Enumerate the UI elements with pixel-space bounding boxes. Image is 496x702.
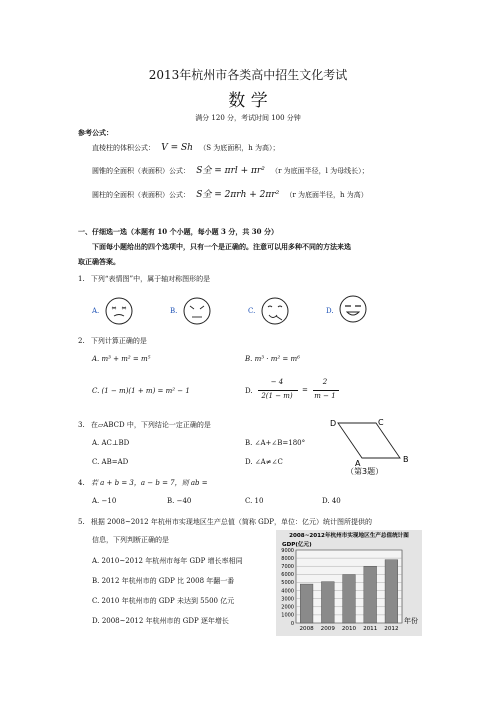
q2-d-frac1-num: − 4 (270, 378, 284, 386)
q5-number: 5. (78, 518, 85, 526)
chart-ytick-label: 0 (290, 620, 294, 627)
q5-option-c: C. 2010 年杭州市的 GDP 未达到 5500 亿元 (92, 597, 235, 605)
q2 (78, 336, 147, 346)
formula-2 (92, 163, 369, 176)
chart-xtick-label: 2011 (363, 626, 378, 632)
fig3-caption: （第3题） (346, 467, 384, 476)
q1-option-c-label: C. (248, 307, 256, 315)
vertex-b-label: B (403, 455, 409, 464)
q2-number: 2. (78, 337, 85, 345)
chart-ytick-label: 5000 (281, 580, 294, 587)
section-instruction-1: 下面每小题给出的四个选项中，只有一个是正确的。注意可以用多种不同的方法来选 (92, 242, 351, 251)
face-a-icon (104, 296, 134, 326)
q2-text: 下列计算正确的是 (90, 337, 147, 345)
q2-option-c: C. (1 − m)(1 + m) = m² − 1 (92, 387, 190, 395)
chart-xtick-label: 2008 (299, 626, 314, 632)
q1-text: 下列“表情图”中，属于轴对称图形的是 (90, 275, 211, 283)
chart-xlabel: 年份 (404, 617, 418, 625)
face-b-icon (182, 296, 212, 326)
q2-d-frac2-den: m − 1 (314, 392, 336, 400)
chart-xtick-label: 2012 (384, 626, 399, 632)
formula-1 (92, 143, 279, 153)
face-c-icon (260, 296, 290, 326)
q2-d-frac1-den: 2(1 − m) (261, 392, 293, 400)
parallelogram-figure (328, 414, 413, 476)
exam-info: 满分 120 分，考试时间 100 分钟 (195, 114, 301, 122)
q1-option-d-label: D. (326, 307, 334, 315)
vertex-c-label: C (378, 418, 384, 427)
q5-option-a: A. 2010~2012 年杭州市每年 GDP 增长率相同 (92, 557, 243, 565)
formula-1-note: （S 为底面积，h 为高）； (199, 144, 280, 152)
chart-xtick-label: 2010 (341, 626, 357, 632)
q2-d-equals: = (302, 386, 308, 394)
chart-ytick-label: 7000 (281, 564, 294, 571)
q1 (78, 274, 210, 284)
q3-option-a: A. AC⊥BD (92, 439, 130, 447)
q1-option-b-label: B. (170, 307, 178, 315)
chart-ytick-label: 1000 (281, 612, 294, 619)
reference-heading: 参考公式： (78, 128, 113, 137)
q4-number: 4. (78, 479, 85, 487)
chart-bar-2012 (385, 560, 398, 623)
chart-ytick-label: 4000 (281, 588, 294, 595)
q5-option-b: B. 2012 年杭州市的 GDP 比 2008 年翻一番 (92, 577, 235, 585)
gdp-bar-chart (276, 530, 422, 636)
formula-2-note: （r 为底面半径，l 为母线长）； (271, 167, 369, 175)
section-instruction-2: 取正确答案。 (78, 257, 120, 266)
q3-option-b: B. ∠A+∠B=180° (245, 439, 306, 447)
q3 (78, 420, 211, 430)
chart-bar-2009 (321, 582, 334, 623)
formula-3-expr: S全 = 2πrh + 2πr² (196, 190, 280, 200)
q2-d-frac1-bar (258, 390, 298, 391)
chart-xtick-label: 2009 (320, 626, 335, 632)
q5-text-1: 根据 2008~2012 年杭州市实现地区生产总值（简称 GDP，单位：亿元）统计图所提供的 (90, 518, 373, 526)
q1-option-a-label: A. (92, 307, 100, 315)
chart-ytick-label: 2000 (281, 604, 294, 611)
q4-option-b: B. −40 (167, 497, 192, 505)
formula-2-label: 圆锥的全面积（表面积）公式： (92, 167, 190, 175)
exam-title: 2013年杭州市各类高中招生文化考试 (148, 68, 348, 82)
formula-3-note: （r 为底面半径，h 为高） (285, 191, 368, 199)
q4-option-d: D. 40 (322, 497, 341, 505)
q2-d-frac2-num: 2 (322, 378, 328, 386)
exam-subject: 数 学 (228, 91, 268, 111)
formula-2-expr: S全 = πrl + πr² (196, 166, 265, 176)
chart-ylabel: GDP(亿元) (282, 542, 312, 548)
formula-1-expr: V = Sh (161, 143, 193, 153)
chart-bar-2011 (364, 566, 377, 623)
chart-bar-2010 (343, 575, 356, 623)
formula-3 (92, 187, 368, 200)
q1-number: 1. (78, 275, 85, 283)
q3-text: 在▱ABCD 中，下列结论一定正确的是 (90, 421, 211, 429)
chart-ytick-label: 9000 (281, 547, 294, 554)
q5-text-2: 信息，下列判断正确的是 (92, 536, 169, 544)
q4-text: 若 a + b = 3，a − b = 7，则 ab = (90, 479, 208, 487)
q2-d-frac2-bar (313, 390, 339, 391)
chart-ytick-label: 3000 (281, 596, 294, 603)
vertex-d-label: D (330, 419, 337, 428)
q2-option-d-label: D. (245, 387, 253, 395)
formula-1-label: 直棱柱的体积公式： (92, 144, 155, 152)
q5-option-d: D. 2008~2012 年杭州市的 GDP 逐年增长 (92, 617, 229, 625)
chart-title: 2008~2012年杭州市实现地区生产总值统计图 (289, 533, 409, 539)
q2-option-a: A. m³ + m² = m⁵ (92, 355, 151, 363)
q4-option-c: C. 10 (245, 497, 264, 505)
q4 (78, 478, 208, 488)
chart-ytick-label: 8000 (281, 555, 294, 562)
vertex-a-label: A (355, 459, 361, 468)
parallelogram-shape (338, 423, 400, 458)
chart-ytick-label: 6000 (281, 572, 294, 579)
q2-option-b: B. m³ · m² = m⁶ (245, 355, 300, 363)
formula-3-label: 圆柱的全面积（表面积）公式： (92, 191, 190, 199)
chart-bar-2008 (300, 584, 313, 623)
q3-option-c: C. AB=AD (92, 458, 129, 466)
q5 (78, 517, 372, 527)
q3-number: 3. (78, 421, 85, 429)
q4-option-a: A. −10 (92, 497, 117, 505)
q3-option-d: D. ∠A≠∠C (245, 458, 283, 466)
section-heading: 一、仔细选一选（本题有 10 个小题，每小题 3 分，共 30 分） (78, 227, 278, 236)
face-d-icon (338, 294, 368, 324)
